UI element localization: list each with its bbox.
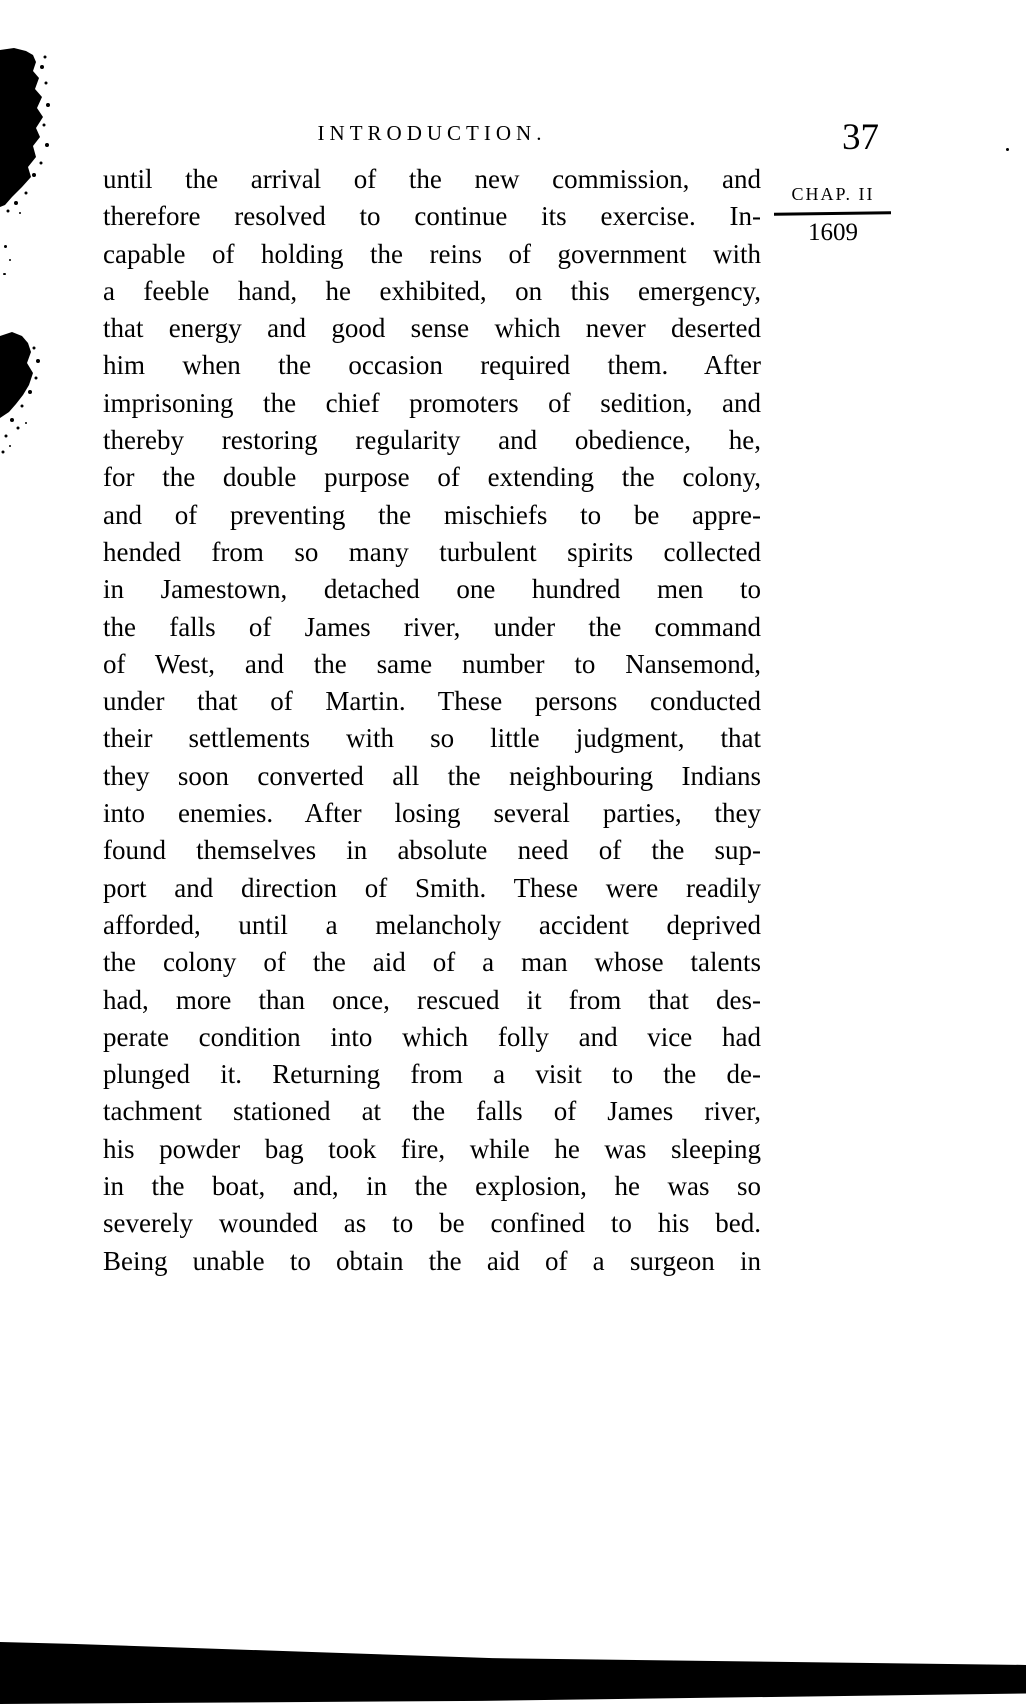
body-line: afforded, until a melancholy accident deprived [103, 909, 761, 940]
body-text-block [103, 161, 761, 1280]
body-line: of West, and the same number to Nansemond, [103, 648, 761, 679]
body-line: and of preventing the mischiefs to be appre- [103, 499, 761, 530]
body-line: under that of Martin. These persons conducted [103, 686, 761, 717]
margin-note-rule [774, 211, 891, 215]
scan-artifact-bottom-bar [0, 1642, 1026, 1704]
scan-speck [1006, 148, 1009, 151]
scan-speck [4, 245, 7, 248]
body-line: his powder bag took fire, while he was sleeping [103, 1133, 761, 1164]
body-line: into enemies. After losing several parties, they [103, 798, 761, 829]
body-line: the falls of James river, under the command [103, 611, 761, 642]
body-line: capable of holding the reins of government with [103, 238, 761, 269]
margin-note-chapter: CHAP. II [791, 184, 875, 204]
page-number: 37 [842, 117, 879, 158]
body-line: in the boat, and, in the explosion, he was so [103, 1171, 761, 1202]
scan-speck [9, 259, 11, 261]
body-line: found themselves in absolute need of the sup- [103, 835, 761, 866]
scan-speck [3, 273, 6, 275]
body-line: port and direction of Smith. These were readily [103, 872, 761, 903]
scan-artifact-blob-top [0, 45, 56, 217]
body-line: severely wounded as to be confined to his bed. [103, 1208, 761, 1239]
body-line: their settlements with so little judgment, that [103, 723, 761, 754]
body-line: until the arrival of the new commission, and [103, 164, 761, 194]
body-line: thereby restoring regularity and obedience, he, [103, 425, 761, 456]
body-line: him when the occasion required them. After [103, 350, 761, 381]
body-line: had, more than once, rescued it from that des- [103, 984, 761, 1015]
body-line: plunged it. Returning from a visit to the de- [103, 1059, 761, 1090]
body-line: hended from so many turbulent spirits collected [103, 536, 761, 567]
running-header: INTRODUCTION. [317, 121, 547, 145]
margin-note-year: 1609 [808, 219, 858, 246]
body-line: for the double purpose of extending the colony, [103, 462, 761, 493]
body-line: they soon converted all the neighbouring Indians [103, 760, 761, 791]
body-line: that energy and good sense which never deserted [103, 313, 761, 344]
body-line: a feeble hand, he exhibited, on this emergency, [103, 275, 761, 306]
body-line: in Jamestown, detached one hundred men to [103, 574, 761, 605]
body-line: the colony of the aid of a man whose talents [103, 947, 761, 978]
body-line: tachment stationed at the falls of James river, [103, 1096, 761, 1127]
body-line: imprisoning the chief promoters of sedition, and [103, 387, 761, 418]
body-line: Being unable to obtain the aid of a surgeon in [103, 1245, 761, 1276]
body-line: perate condition into which folly and vice had [103, 1021, 761, 1052]
body-line: therefore resolved to continue its exercise. In- [103, 201, 761, 232]
scan-artifact-blob-mid [0, 328, 56, 458]
